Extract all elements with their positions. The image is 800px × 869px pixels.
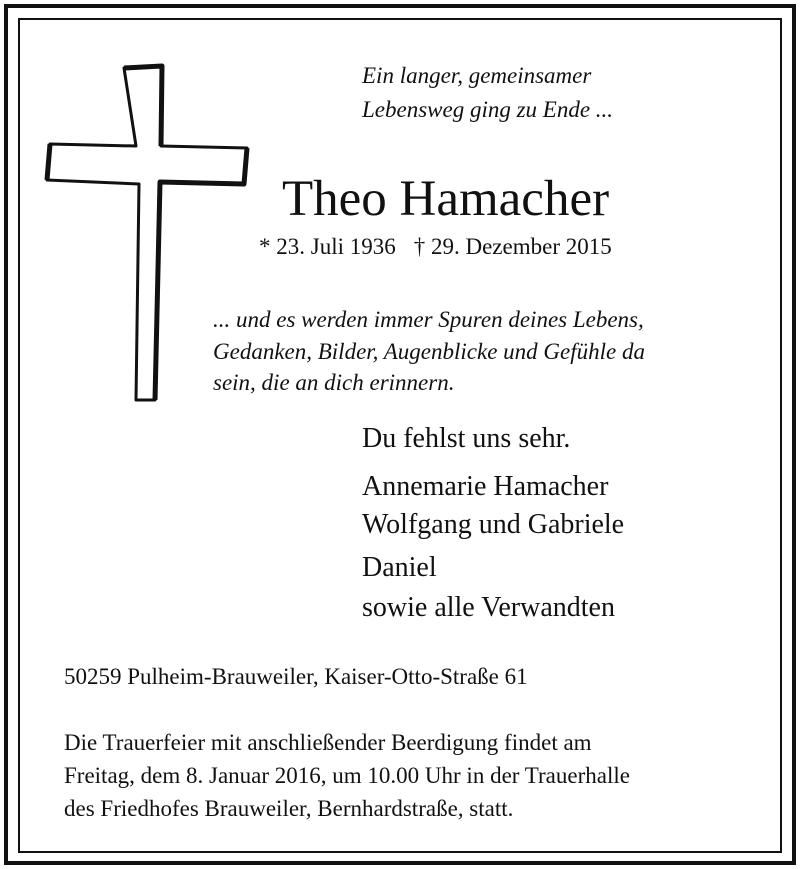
funeral-info-line-3: des Friedhofes Brauweiler, Bernhardstraße, statt. <box>64 796 514 821</box>
family-member: sowie alle Verwandten <box>362 592 615 623</box>
motto-line-1: Ein langer, gemeinsamer <box>362 63 592 88</box>
family-member: Annemarie Hamacher <box>362 471 609 502</box>
death-date: † 29. Dezember 2015 <box>413 234 612 259</box>
quote-line-1: ... und es werden immer Spuren deines Lebens, <box>213 307 644 332</box>
funeral-info-line-2: Freitag, dem 8. Januar 2016, um 10.00 Uhr in der Trauerhalle <box>64 763 630 788</box>
quote-line-2: Gedanken, Bilder, Augenblicke und Gefühle da <box>213 339 645 364</box>
birth-date: * 23. Juli 1936 <box>259 234 396 259</box>
quote-line-3: sein, die an dich erinnern. <box>213 370 455 395</box>
funeral-info-line-1: Die Trauerfeier mit anschließender Beerdigung findet am <box>64 730 592 755</box>
motto-line-2: Lebensweg ging zu Ende ... <box>362 97 614 122</box>
miss-you-text: Du fehlst uns sehr. <box>362 423 571 454</box>
family-member: Daniel <box>362 552 437 583</box>
deceased-name: Theo Hamacher <box>282 171 610 227</box>
family-member: Wolfgang und Gabriele <box>362 509 625 540</box>
life-dates <box>259 235 612 258</box>
address: 50259 Pulheim-Brauweiler, Kaiser-Otto-Straße 61 <box>64 664 528 689</box>
